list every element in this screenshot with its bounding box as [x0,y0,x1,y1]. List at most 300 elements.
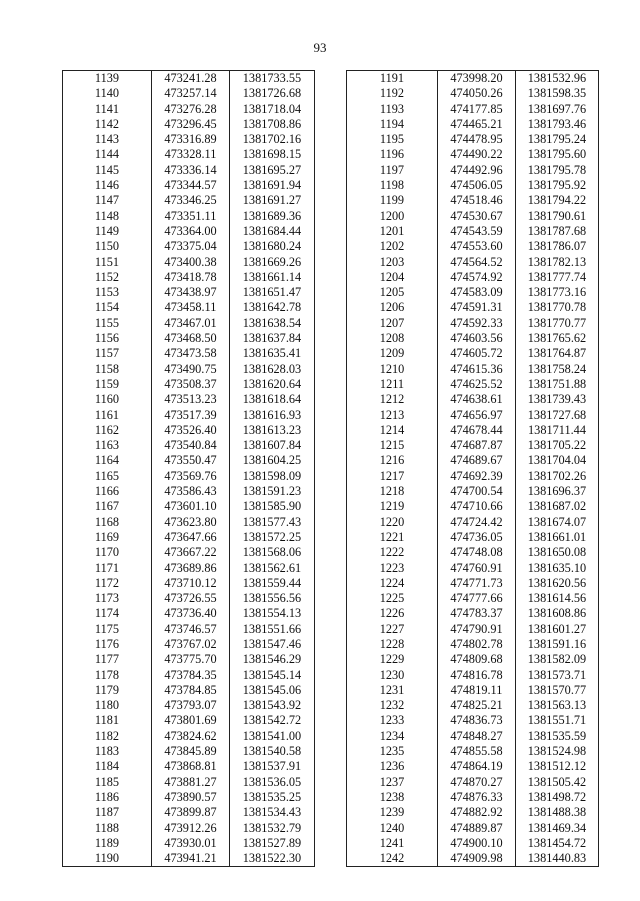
table-row [63,637,315,652]
x-coordinate-cell: 474583.09 [438,285,516,300]
point-number-cell: 1223 [347,561,438,576]
y-coordinate-cell: 1381704.04 [516,453,599,468]
point-number-cell: 1206 [347,300,438,315]
table-row [63,423,315,438]
point-number-cell: 1208 [347,331,438,346]
y-coordinate-cell: 1381684.44 [230,224,315,239]
point-number-cell: 1184 [63,759,152,774]
y-coordinate-cell: 1381786.07 [516,239,599,254]
y-coordinate-cell: 1381591.23 [230,484,315,499]
x-coordinate-cell: 473784.35 [152,668,230,683]
y-coordinate-cell: 1381535.59 [516,729,599,744]
table-row [347,530,599,545]
point-number-cell: 1210 [347,362,438,377]
y-coordinate-cell: 1381793.46 [516,117,599,132]
point-number-cell: 1200 [347,209,438,224]
y-coordinate-cell: 1381696.37 [516,484,599,499]
x-coordinate-cell: 474678.44 [438,423,516,438]
point-number-cell: 1204 [347,270,438,285]
point-number-cell: 1180 [63,698,152,713]
x-coordinate-cell: 473550.47 [152,453,230,468]
table-row [63,147,315,162]
x-coordinate-cell: 473346.25 [152,193,230,208]
y-coordinate-cell: 1381751.88 [516,377,599,392]
table-row [347,408,599,423]
table-row [63,270,315,285]
x-coordinate-cell: 474809.68 [438,652,516,667]
point-number-cell: 1218 [347,484,438,499]
x-coordinate-cell: 473736.40 [152,606,230,621]
y-coordinate-cell: 1381541.00 [230,729,315,744]
x-coordinate-cell: 473468.50 [152,331,230,346]
table-row [347,484,599,499]
x-coordinate-cell: 473930.01 [152,836,230,851]
table-row [63,71,315,87]
table-row [347,132,599,147]
point-number-cell: 1242 [347,851,438,867]
x-coordinate-cell: 474748.08 [438,545,516,560]
point-number-cell: 1152 [63,270,152,285]
point-number-cell: 1157 [63,346,152,361]
table-row [63,698,315,713]
point-number-cell: 1167 [63,499,152,514]
y-coordinate-cell: 1381702.16 [230,132,315,147]
y-coordinate-cell: 1381542.72 [230,713,315,728]
y-coordinate-cell: 1381689.36 [230,209,315,224]
y-coordinate-cell: 1381711.44 [516,423,599,438]
x-coordinate-cell: 474864.19 [438,759,516,774]
point-number-cell: 1182 [63,729,152,744]
point-number-cell: 1176 [63,637,152,652]
x-coordinate-cell: 474553.60 [438,239,516,254]
point-number-cell: 1179 [63,683,152,698]
point-number-cell: 1186 [63,790,152,805]
table-row [63,622,315,637]
x-coordinate-cell: 473458.11 [152,300,230,315]
y-coordinate-cell: 1381718.04 [230,102,315,117]
table-row [63,102,315,117]
x-coordinate-cell: 473351.11 [152,209,230,224]
point-number-cell: 1198 [347,178,438,193]
table-row [63,392,315,407]
point-number-cell: 1205 [347,285,438,300]
x-coordinate-cell: 474638.61 [438,392,516,407]
x-coordinate-cell: 473375.04 [152,239,230,254]
x-coordinate-cell: 473586.43 [152,484,230,499]
table-row [63,255,315,270]
x-coordinate-cell: 473801.69 [152,713,230,728]
table-row [347,300,599,315]
table-row [347,836,599,851]
table-row [63,316,315,331]
x-coordinate-cell: 473517.39 [152,408,230,423]
point-number-cell: 1146 [63,178,152,193]
point-number-cell: 1230 [347,668,438,683]
table-row [63,117,315,132]
y-coordinate-cell: 1381607.84 [230,438,315,453]
x-coordinate-cell: 473824.62 [152,729,230,744]
table-row [63,209,315,224]
point-number-cell: 1225 [347,591,438,606]
point-number-cell: 1194 [347,117,438,132]
x-coordinate-cell: 474692.39 [438,469,516,484]
point-number-cell: 1228 [347,637,438,652]
point-number-cell: 1164 [63,453,152,468]
y-coordinate-cell: 1381572.25 [230,530,315,545]
y-coordinate-cell: 1381628.03 [230,362,315,377]
coordinates-table-left [62,70,315,867]
table-row [63,836,315,851]
y-coordinate-cell: 1381616.93 [230,408,315,423]
table-row [347,499,599,514]
point-number-cell: 1214 [347,423,438,438]
table-row [347,606,599,621]
table-row [347,561,599,576]
point-number-cell: 1173 [63,591,152,606]
x-coordinate-cell: 473344.57 [152,178,230,193]
point-number-cell: 1195 [347,132,438,147]
x-coordinate-cell: 473276.28 [152,102,230,117]
x-coordinate-cell: 473784.85 [152,683,230,698]
table-row [347,591,599,606]
y-coordinate-cell: 1381559.44 [230,576,315,591]
x-coordinate-cell: 473899.87 [152,805,230,820]
y-coordinate-cell: 1381543.92 [230,698,315,713]
x-coordinate-cell: 473241.28 [152,71,230,87]
table-row [347,637,599,652]
table-row [347,821,599,836]
x-coordinate-cell: 474050.26 [438,86,516,101]
x-coordinate-cell: 474882.92 [438,805,516,820]
x-coordinate-cell: 474478.95 [438,132,516,147]
point-number-cell: 1159 [63,377,152,392]
y-coordinate-cell: 1381795.24 [516,132,599,147]
y-coordinate-cell: 1381773.16 [516,285,599,300]
y-coordinate-cell: 1381540.58 [230,744,315,759]
y-coordinate-cell: 1381613.23 [230,423,315,438]
y-coordinate-cell: 1381638.54 [230,316,315,331]
x-coordinate-cell: 473689.86 [152,561,230,576]
x-coordinate-cell: 473912.26 [152,821,230,836]
table-row [63,744,315,759]
y-coordinate-cell: 1381691.27 [230,193,315,208]
y-coordinate-cell: 1381614.56 [516,591,599,606]
table-row [347,652,599,667]
point-number-cell: 1215 [347,438,438,453]
table-row [63,713,315,728]
point-number-cell: 1233 [347,713,438,728]
table-row [63,805,315,820]
table-row [347,683,599,698]
table-row [63,652,315,667]
x-coordinate-cell: 473336.14 [152,163,230,178]
table-row [347,224,599,239]
x-coordinate-cell: 474802.78 [438,637,516,652]
table-row [63,132,315,147]
point-number-cell: 1236 [347,759,438,774]
x-coordinate-cell: 473490.75 [152,362,230,377]
y-coordinate-cell: 1381524.98 [516,744,599,759]
x-coordinate-cell: 474603.56 [438,331,516,346]
y-coordinate-cell: 1381697.76 [516,102,599,117]
y-coordinate-cell: 1381764.87 [516,346,599,361]
y-coordinate-cell: 1381582.09 [516,652,599,667]
x-coordinate-cell: 473845.89 [152,744,230,759]
x-coordinate-cell: 474771.73 [438,576,516,591]
y-coordinate-cell: 1381708.86 [230,117,315,132]
y-coordinate-cell: 1381758.24 [516,362,599,377]
y-coordinate-cell: 1381620.64 [230,377,315,392]
point-number-cell: 1165 [63,469,152,484]
x-coordinate-cell: 474530.67 [438,209,516,224]
point-number-cell: 1142 [63,117,152,132]
table-row [347,71,599,87]
point-number-cell: 1162 [63,423,152,438]
table-row [63,438,315,453]
x-coordinate-cell: 474819.11 [438,683,516,698]
table-row [347,469,599,484]
table-row [347,423,599,438]
table-row [63,729,315,744]
y-coordinate-cell: 1381608.86 [516,606,599,621]
point-number-cell: 1148 [63,209,152,224]
point-number-cell: 1191 [347,71,438,87]
point-number-cell: 1227 [347,622,438,637]
y-coordinate-cell: 1381695.27 [230,163,315,178]
x-coordinate-cell: 474492.96 [438,163,516,178]
point-number-cell: 1203 [347,255,438,270]
point-number-cell: 1149 [63,224,152,239]
point-number-cell: 1145 [63,163,152,178]
y-coordinate-cell: 1381537.91 [230,759,315,774]
point-number-cell: 1237 [347,775,438,790]
point-number-cell: 1158 [63,362,152,377]
y-coordinate-cell: 1381795.60 [516,147,599,162]
y-coordinate-cell: 1381570.77 [516,683,599,698]
y-coordinate-cell: 1381551.71 [516,713,599,728]
y-coordinate-cell: 1381440.83 [516,851,599,867]
point-number-cell: 1201 [347,224,438,239]
table-row [347,698,599,713]
table-row [63,362,315,377]
point-number-cell: 1140 [63,86,152,101]
point-number-cell: 1156 [63,331,152,346]
x-coordinate-cell: 474870.27 [438,775,516,790]
y-coordinate-cell: 1381651.47 [230,285,315,300]
table-row [63,300,315,315]
y-coordinate-cell: 1381577.43 [230,515,315,530]
x-coordinate-cell: 474876.33 [438,790,516,805]
table-row [63,561,315,576]
x-coordinate-cell: 474836.73 [438,713,516,728]
point-number-cell: 1235 [347,744,438,759]
y-coordinate-cell: 1381551.66 [230,622,315,637]
x-coordinate-cell: 474710.66 [438,499,516,514]
y-coordinate-cell: 1381585.90 [230,499,315,514]
x-coordinate-cell: 473793.07 [152,698,230,713]
y-coordinate-cell: 1381546.29 [230,652,315,667]
x-coordinate-cell: 473508.37 [152,377,230,392]
y-coordinate-cell: 1381545.06 [230,683,315,698]
y-coordinate-cell: 1381790.61 [516,209,599,224]
page-number: 93 [313,40,327,55]
table-row [347,453,599,468]
x-coordinate-cell: 474790.91 [438,622,516,637]
point-number-cell: 1226 [347,606,438,621]
table-row [63,469,315,484]
y-coordinate-cell: 1381505.42 [516,775,599,790]
x-coordinate-cell: 473868.81 [152,759,230,774]
y-coordinate-cell: 1381554.13 [230,606,315,621]
x-coordinate-cell: 473726.55 [152,591,230,606]
point-number-cell: 1219 [347,499,438,514]
point-number-cell: 1166 [63,484,152,499]
point-number-cell: 1178 [63,668,152,683]
y-coordinate-cell: 1381637.84 [230,331,315,346]
y-coordinate-cell: 1381527.89 [230,836,315,851]
table-row [347,851,599,867]
point-number-cell: 1181 [63,713,152,728]
y-coordinate-cell: 1381661.01 [516,530,599,545]
point-number-cell: 1188 [63,821,152,836]
point-number-cell: 1216 [347,453,438,468]
x-coordinate-cell: 473513.23 [152,392,230,407]
table-row [347,805,599,820]
point-number-cell: 1241 [347,836,438,851]
table-row [347,515,599,530]
x-coordinate-cell: 474564.52 [438,255,516,270]
table-row [347,285,599,300]
point-number-cell: 1172 [63,576,152,591]
x-coordinate-cell: 474825.21 [438,698,516,713]
y-coordinate-cell: 1381601.27 [516,622,599,637]
y-coordinate-cell: 1381535.25 [230,790,315,805]
x-coordinate-cell: 473400.38 [152,255,230,270]
y-coordinate-cell: 1381691.94 [230,178,315,193]
y-coordinate-cell: 1381534.43 [230,805,315,820]
x-coordinate-cell: 474848.27 [438,729,516,744]
x-coordinate-cell: 474592.33 [438,316,516,331]
point-number-cell: 1187 [63,805,152,820]
x-coordinate-cell: 473998.20 [438,71,516,87]
point-number-cell: 1144 [63,147,152,162]
x-coordinate-cell: 474816.78 [438,668,516,683]
x-coordinate-cell: 473667.22 [152,545,230,560]
point-number-cell: 1175 [63,622,152,637]
x-coordinate-cell: 474760.91 [438,561,516,576]
point-number-cell: 1212 [347,392,438,407]
table-row [347,775,599,790]
x-coordinate-cell: 474736.05 [438,530,516,545]
table-row [63,193,315,208]
y-coordinate-cell: 1381598.09 [230,469,315,484]
table-row [347,759,599,774]
table-row [347,622,599,637]
y-coordinate-cell: 1381635.41 [230,346,315,361]
x-coordinate-cell: 473710.12 [152,576,230,591]
table-row [63,790,315,805]
x-coordinate-cell: 474574.92 [438,270,516,285]
y-coordinate-cell: 1381680.24 [230,239,315,254]
y-coordinate-cell: 1381674.07 [516,515,599,530]
point-number-cell: 1197 [347,163,438,178]
y-coordinate-cell: 1381739.43 [516,392,599,407]
y-coordinate-cell: 1381536.05 [230,775,315,790]
table-row [347,117,599,132]
x-coordinate-cell: 474855.58 [438,744,516,759]
x-coordinate-cell: 473775.70 [152,652,230,667]
x-coordinate-cell: 474909.98 [438,851,516,867]
table-row [63,576,315,591]
y-coordinate-cell: 1381795.92 [516,178,599,193]
x-coordinate-cell: 473418.78 [152,270,230,285]
table-row [347,729,599,744]
table-row [347,209,599,224]
table-row [347,178,599,193]
y-coordinate-cell: 1381532.96 [516,71,599,87]
y-coordinate-cell: 1381782.13 [516,255,599,270]
point-number-cell: 1151 [63,255,152,270]
table-row [347,576,599,591]
x-coordinate-cell: 474689.67 [438,453,516,468]
x-coordinate-cell: 473623.80 [152,515,230,530]
y-coordinate-cell: 1381562.61 [230,561,315,576]
table-row [63,683,315,698]
y-coordinate-cell: 1381568.06 [230,545,315,560]
table-row [63,178,315,193]
x-coordinate-cell: 474777.66 [438,591,516,606]
y-coordinate-cell: 1381635.10 [516,561,599,576]
point-number-cell: 1190 [63,851,152,867]
y-coordinate-cell: 1381598.35 [516,86,599,101]
table-row [63,591,315,606]
table-row [63,515,315,530]
y-coordinate-cell: 1381522.30 [230,851,315,867]
table-row [63,545,315,560]
y-coordinate-cell: 1381669.26 [230,255,315,270]
point-number-cell: 1222 [347,545,438,560]
x-coordinate-cell: 473767.02 [152,637,230,652]
point-number-cell: 1155 [63,316,152,331]
point-number-cell: 1161 [63,408,152,423]
table-row [63,408,315,423]
point-number-cell: 1147 [63,193,152,208]
x-coordinate-cell: 474724.42 [438,515,516,530]
table-row [63,499,315,514]
point-number-cell: 1150 [63,239,152,254]
y-coordinate-cell: 1381770.78 [516,300,599,315]
x-coordinate-cell: 474518.46 [438,193,516,208]
point-number-cell: 1160 [63,392,152,407]
table-row [347,193,599,208]
x-coordinate-cell: 473316.89 [152,132,230,147]
table-row [63,346,315,361]
y-coordinate-cell: 1381556.56 [230,591,315,606]
table-row [347,392,599,407]
table-row [63,163,315,178]
x-coordinate-cell: 474465.21 [438,117,516,132]
x-coordinate-cell: 474591.31 [438,300,516,315]
y-coordinate-cell: 1381591.16 [516,637,599,652]
table-row [63,484,315,499]
table-row [347,316,599,331]
y-coordinate-cell: 1381512.12 [516,759,599,774]
x-coordinate-cell: 473941.21 [152,851,230,867]
point-number-cell: 1234 [347,729,438,744]
x-coordinate-cell: 473328.11 [152,147,230,162]
x-coordinate-cell: 473467.01 [152,316,230,331]
table-row [63,239,315,254]
